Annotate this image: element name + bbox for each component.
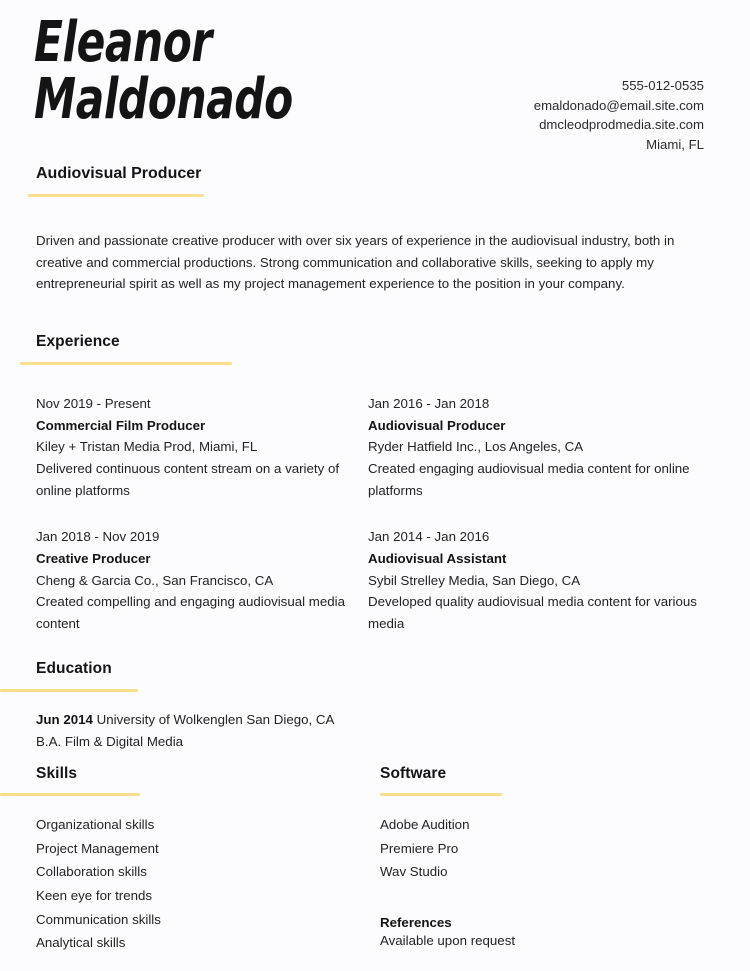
- experience-description: Created compelling and engaging audiovisual media content: [36, 594, 345, 632]
- summary-paragraph: Driven and passionate creative producer with over six years of experience in the audiovisual industry, both in creative and commercial productions. Strong communication and collaborative skills, seeking to apply my entrepreneurial spirit as well as my project management experience to the position in your company.: [36, 233, 675, 292]
- software-heading: Software: [380, 765, 447, 782]
- experience-description: Delivered continuous content stream on a variety of online platforms: [36, 461, 340, 498]
- skill-item: Communication skills: [36, 911, 161, 927]
- education-section: [0, 660, 750, 752]
- last-name: Maldonado: [34, 67, 293, 133]
- software-accent-rule: [380, 793, 502, 796]
- education-date: Jun 2014: [36, 712, 93, 727]
- experience-date: Jan 2018 - Nov 2019: [36, 529, 160, 545]
- experience-organization: Kiley + Tristan Media Prod, Miami, FL: [36, 439, 258, 455]
- skills-accent-rule: [0, 793, 140, 796]
- skill-item: Collaboration skills: [36, 864, 147, 880]
- experience-role: Audiovisual Producer: [368, 417, 506, 433]
- job-title: Audiovisual Producer: [36, 165, 202, 182]
- software-item: Adobe Audition: [380, 817, 470, 832]
- education-heading: Education: [36, 660, 112, 677]
- education-accent-rule: [0, 689, 138, 692]
- experience-role: Commercial Film Producer: [36, 417, 206, 433]
- experience-item: [36, 393, 368, 501]
- first-name: Eleanor: [34, 10, 212, 75]
- experience-organization: Ryder Hatfield Inc., Los Angeles, CA: [368, 439, 584, 455]
- skills-list: [0, 813, 368, 955]
- software-item: Premiere Pro: [380, 840, 459, 856]
- education-line: [36, 709, 750, 731]
- experience-role: Creative Producer: [36, 551, 151, 567]
- contact-info: [534, 76, 704, 154]
- software-column: [368, 765, 750, 955]
- experience-organization: Cheng & Garcia Co., San Francisco, CA: [36, 572, 274, 588]
- experience-date: Nov 2019 - Present: [36, 396, 151, 411]
- education-institution: University of Wolkenglen San Diego, CA: [96, 712, 335, 727]
- references-block: [368, 914, 750, 950]
- experience-date: Jan 2016 - Jan 2018: [368, 396, 490, 411]
- references-text: Available upon request: [380, 932, 516, 948]
- skill-item: Organizational skills: [36, 817, 155, 832]
- experience-role: Audiovisual Assistant: [368, 551, 507, 567]
- experience-item: [368, 393, 700, 501]
- candidate-name: [34, 10, 464, 133]
- contact-location: Miami, FL: [646, 136, 704, 152]
- skill-item: Project Management: [36, 840, 159, 856]
- experience-item: [36, 526, 368, 634]
- experience-heading: Experience: [36, 333, 120, 350]
- experience-list: [36, 393, 718, 635]
- education-entry: [0, 709, 750, 752]
- contact-email: emaldonado@email.site.com: [533, 97, 704, 113]
- contact-phone: 555-012-0535: [621, 78, 704, 93]
- job-title-block: [36, 165, 716, 197]
- software-item: Wav Studio: [380, 864, 448, 880]
- experience-organization: Sybil Strelley Media, San Diego, CA: [368, 572, 581, 588]
- resume-header: [0, 0, 750, 152]
- education-degree: B.A. Film & Digital Media: [36, 733, 184, 749]
- skills-column: [0, 765, 368, 955]
- skills-heading: Skills: [36, 765, 78, 782]
- software-list: [368, 813, 750, 884]
- experience-description: Developed quality audiovisual media content for various media: [368, 594, 697, 632]
- skill-item: Keen eye for trends: [36, 887, 153, 903]
- skills-software-section: [0, 765, 750, 955]
- experience-accent-rule: [20, 362, 232, 365]
- experience-section: [36, 333, 718, 635]
- references-heading: References: [380, 914, 452, 930]
- experience-description: Created engaging audiovisual media content for online platforms: [368, 461, 690, 498]
- job-title-accent-rule: [28, 194, 204, 197]
- experience-date: Jan 2014 - Jan 2016: [368, 529, 490, 545]
- experience-item: [368, 526, 700, 634]
- contact-website: dmcleodprodmedia.site.com: [539, 117, 704, 133]
- skill-item: Analytical skills: [36, 935, 126, 951]
